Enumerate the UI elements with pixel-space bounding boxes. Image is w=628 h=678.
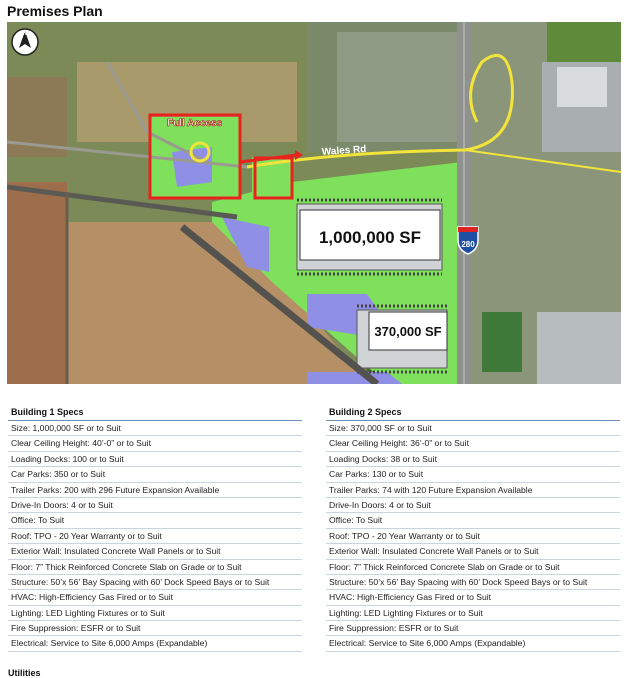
site-aerial-map xyxy=(7,22,621,384)
spec-row: Size: 370,000 SF or to Suit xyxy=(326,421,620,436)
wales-rd-label: Wales Rd xyxy=(321,143,367,158)
building2-area-label: 370,000 SF xyxy=(374,324,442,339)
page-title: Premises Plan xyxy=(7,3,103,19)
spec-row: Structure: 50’x 56’ Bay Spacing with 60’ Dock Speed Bays or to Suit xyxy=(8,575,302,590)
spec-row: Electrical: Service to Site 6,000 Amps (Expandable) xyxy=(8,636,302,651)
spec-row: Fire Suppression: ESFR or to Suit xyxy=(326,621,620,636)
building2-specs-table xyxy=(326,405,620,652)
spec-row: HVAC: High-Efficiency Gas Fired or to Suit xyxy=(326,590,620,605)
spec-row: Floor: 7” Thick Reinforced Concrete Slab on Grade or to Suit xyxy=(326,560,620,575)
spec-row: Floor: 7” Thick Reinforced Concrete Slab on Grade or to Suit xyxy=(8,560,302,575)
spec-row: Drive-In Doors: 4 or to Suit xyxy=(8,498,302,513)
spec-row: Clear Ceiling Height: 40’-0” or to Suit xyxy=(8,436,302,451)
utilities-heading: Utilities xyxy=(8,668,41,678)
building1-specs-title: Building 1 Specs xyxy=(8,405,302,421)
building1-specs-table xyxy=(8,405,302,652)
spec-row: Car Parks: 350 or to Suit xyxy=(8,467,302,482)
full-access-label: Full Access xyxy=(167,118,223,129)
north-label: N xyxy=(22,31,28,37)
spec-row: Office: To Suit xyxy=(326,513,620,528)
spec-row: Clear Ceiling Height: 36’-0” or to Suit xyxy=(326,436,620,451)
spec-row: Exterior Wall: Insulated Concrete Wall Panels or to Suit xyxy=(326,544,620,559)
spec-row: Drive-In Doors: 4 or to Suit xyxy=(326,498,620,513)
spec-row: Exterior Wall: Insulated Concrete Wall Panels or to Suit xyxy=(8,544,302,559)
spec-row: Office: To Suit xyxy=(8,513,302,528)
spec-row: HVAC: High-Efficiency Gas Fired or to Suit xyxy=(8,590,302,605)
building2-specs-title: Building 2 Specs xyxy=(326,405,620,421)
spec-row: Trailer Parks: 74 with 120 Future Expansion Available xyxy=(326,483,620,498)
spec-row: Trailer Parks: 200 with 296 Future Expansion Available xyxy=(8,483,302,498)
spec-row: Lighting: LED Lighting Fixtures or to Suit xyxy=(8,606,302,621)
spec-row: Size: 1,000,000 SF or to Suit xyxy=(8,421,302,436)
interstate-shield-number: 280 xyxy=(461,240,475,249)
spec-row: Roof: TPO - 20 Year Warranty or to Suit xyxy=(8,529,302,544)
spec-row: Electrical: Service to Site 6,000 Amps (Expandable) xyxy=(326,636,620,651)
spec-row: Loading Docks: 38 or to Suit xyxy=(326,452,620,467)
spec-row: Lighting: LED Lighting Fixtures or to Suit xyxy=(326,606,620,621)
spec-row: Structure: 50’x 56’ Bay Spacing with 60’ Dock Speed Bays or to Suit xyxy=(326,575,620,590)
spec-row: Roof: TPO - 20 Year Warranty or to Suit xyxy=(326,529,620,544)
spec-row: Loading Docks: 100 or to Suit xyxy=(8,452,302,467)
building1-area-label: 1,000,000 SF xyxy=(318,228,422,247)
spec-row: Car Parks: 130 or to Suit xyxy=(326,467,620,482)
spec-row: Fire Suppression: ESFR or to Suit xyxy=(8,621,302,636)
